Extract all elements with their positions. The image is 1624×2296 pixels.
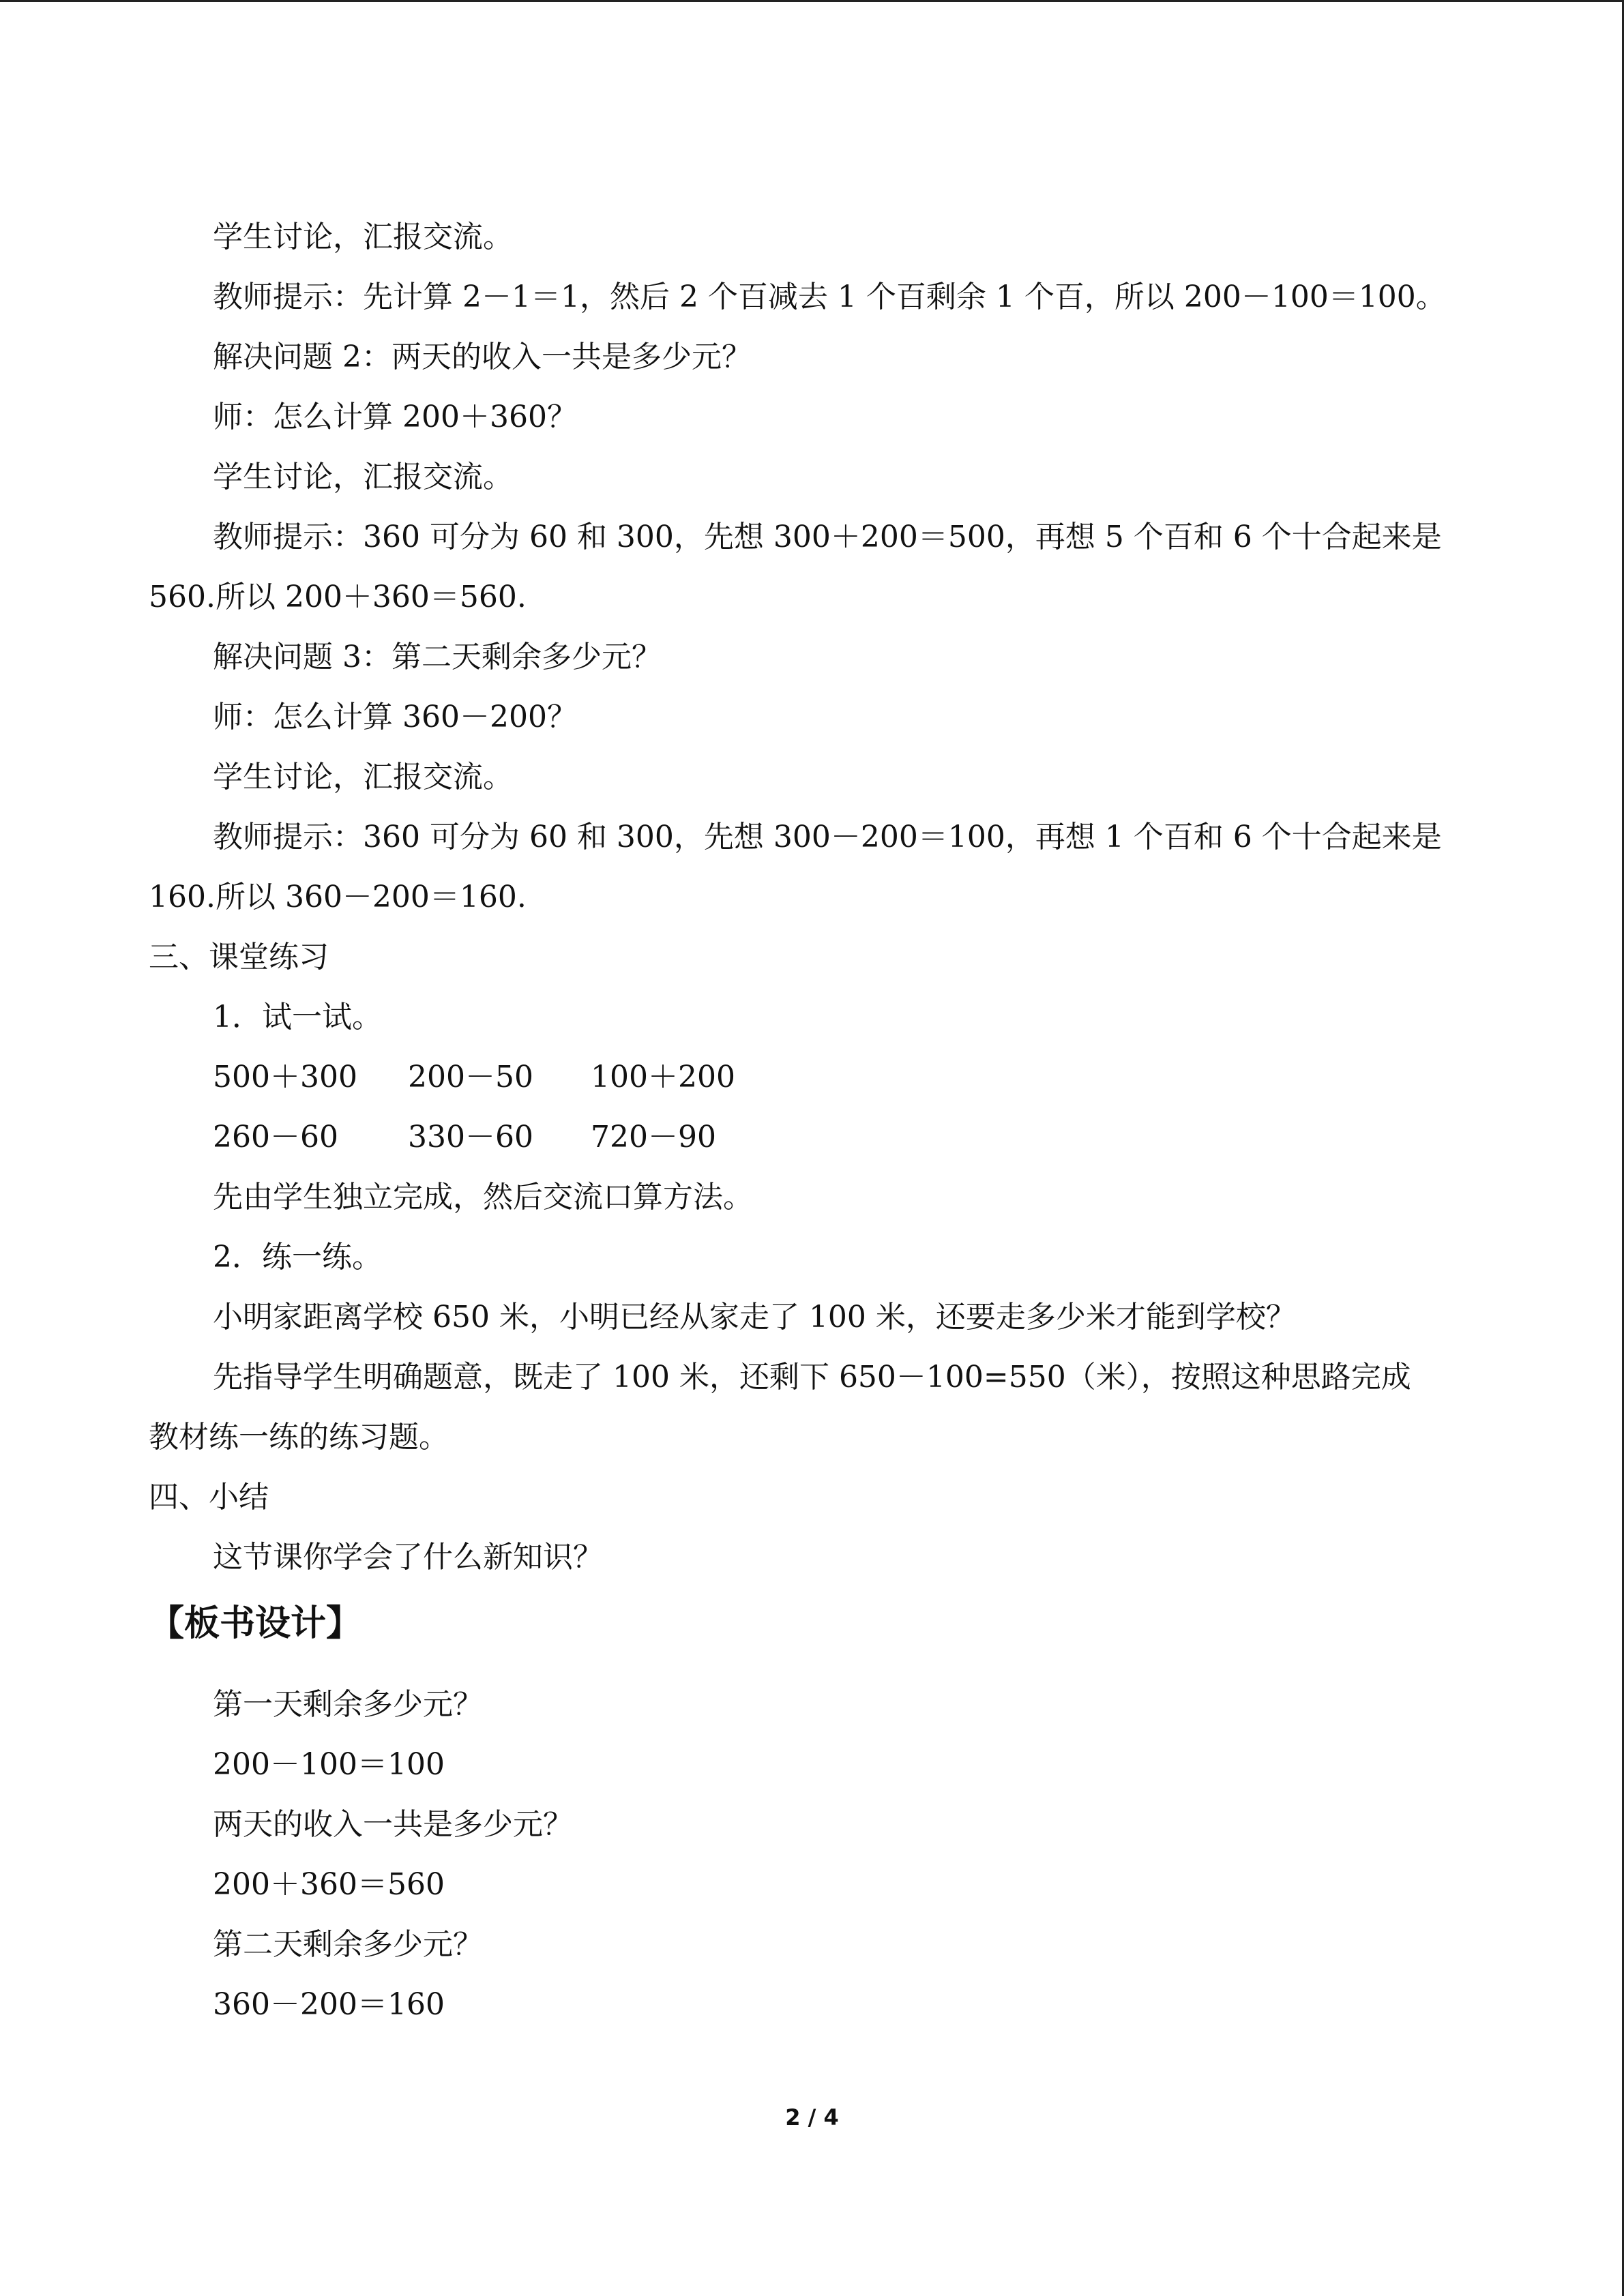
exercise-item: 260－60 (213, 1120, 338, 1154)
page-number: 2 / 4 (785, 2104, 839, 2130)
paragraph-line: 教师提示：360 可分为 60 和 300，先想 300＋200＝500，再想 5 个百和 6 个十合起来是 (213, 520, 1442, 554)
paragraph-line: 教师提示：360 可分为 60 和 300，先想 300－200＝100，再想 1 个百和 6 个十合起来是 (213, 820, 1442, 854)
board-design-heading: 【板书设计】 (149, 1603, 362, 1644)
exercise-item: 720－90 (591, 1120, 716, 1154)
paragraph-line: 教材练一练的练习题。 (149, 1420, 449, 1455)
paragraph-line: 学生讨论，汇报交流。 (213, 460, 513, 494)
exercise-item: 100＋200 (591, 1060, 735, 1094)
exercise-item: 500＋300 (213, 1060, 357, 1094)
paragraph-line: 560.所以 200＋360＝560. (149, 580, 527, 614)
exercise-title: 1．试一试。 (213, 1000, 382, 1034)
board-line: 200－100＝100 (213, 1747, 445, 1782)
exercise-item: 330－60 (408, 1120, 533, 1154)
board-line: 200＋360＝560 (213, 1867, 445, 1902)
paragraph-line: 小明家距离学校 650 米，小明已经从家走了 100 米，还要走多少米才能到学校？ (213, 1300, 1296, 1335)
paragraph-line: 师：怎么计算 200＋360？ (213, 400, 577, 434)
exercise-item: 200－50 (408, 1060, 533, 1094)
paragraph-line: 160.所以 360－200＝160. (149, 880, 527, 914)
paragraph-line: 学生讨论，汇报交流。 (213, 220, 513, 254)
board-line: 第一天剩余多少元？ (213, 1687, 483, 1722)
section-heading: 四、小结 (149, 1480, 269, 1515)
paragraph-line: 师：怎么计算 360－200？ (213, 700, 577, 734)
paragraph-line: 教师提示：先计算 2－1＝1，然后 2 个百减去 1 个百剩余 1 个百，所以 200－100＝100。 (213, 280, 1446, 314)
paragraph-line: 解决问题 3：第二天剩余多少元？ (213, 640, 662, 674)
board-line: 两天的收入一共是多少元？ (213, 1807, 573, 1842)
board-line: 第二天剩余多少元？ (213, 1927, 483, 1962)
paragraph-line: 这节课你学会了什么新知识？ (213, 1540, 603, 1575)
paragraph-line: 先指导学生明确题意，既走了 100 米，还剩下 650－100=550（米），按照这种思路完成 (213, 1360, 1411, 1395)
paragraph-line: 学生讨论，汇报交流。 (213, 760, 513, 794)
paragraph-line: 先由学生独立完成，然后交流口算方法。 (213, 1180, 753, 1214)
paragraph-line: 解决问题 2：两天的收入一共是多少元？ (213, 340, 752, 374)
section-heading: 三、课堂练习 (149, 940, 329, 974)
board-line: 360－200＝160 (213, 1987, 445, 2022)
exercise-title: 2．练一练。 (213, 1240, 382, 1274)
